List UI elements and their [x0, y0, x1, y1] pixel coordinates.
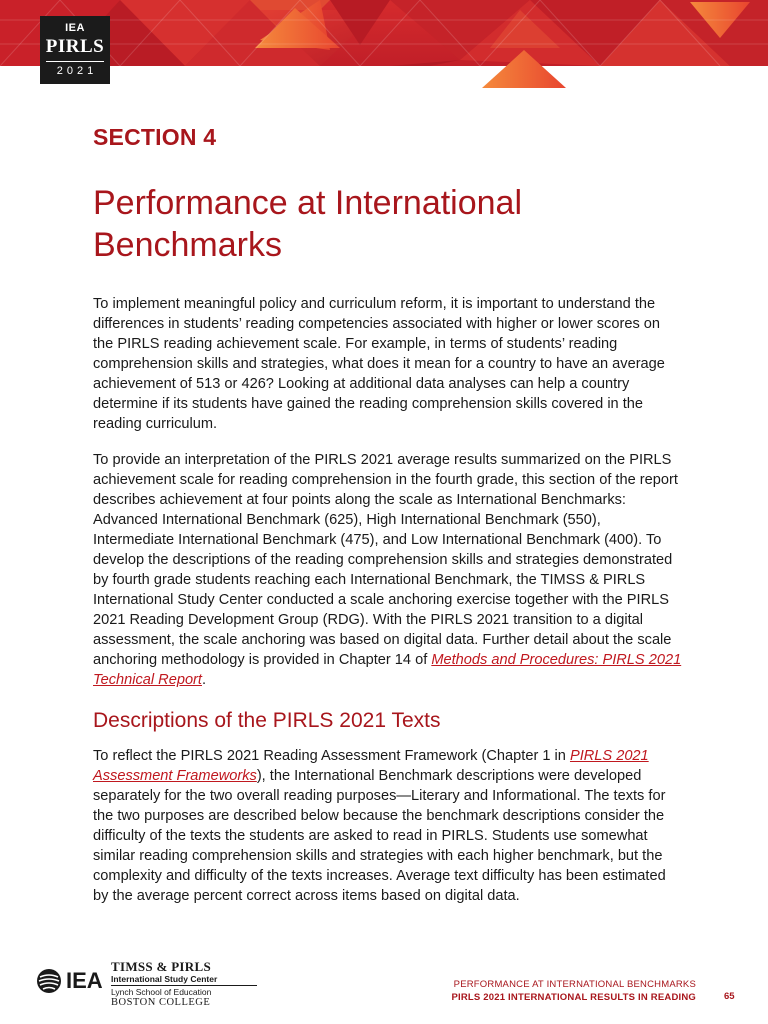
benchmark-paragraph [93, 450, 683, 690]
logo-year: 2021 [56, 65, 98, 77]
banner-triangle-pattern [0, 0, 768, 88]
logo-org: IEA [65, 22, 85, 34]
logo-divider [46, 61, 104, 62]
texts-paragraph [93, 746, 683, 906]
globe-icon [36, 968, 62, 994]
page-number: 65 [724, 991, 735, 1002]
lockup-line-4: BOSTON COLLEGE [111, 997, 211, 1008]
paragraph-text: To provide an interpretation of the PIRLS 2021 average results summarized on the PIRLS achievement scale for reading comprehension in the fourth grade, this section of the report describes achievement at four points along the scale as International Benchmarks: Advanced International Benchmark (625), High International Benchmark (550), Intermediate International Benchmark (475), and Low International Benchmark (400). To develop the descriptions of the reading comprehension skills and strategies demonstrated by fourth grade students reaching each International Benchmark, the TIMSS & PIRLS International Study Center conducted a scale anchoring exercise together with the PIRLS 2021 Reading Development Group (RDG). With the PIRLS 2021 transition to a digital assessment, the scale anchoring was based on digital data. Further detail about the scale anchoring methodology is provided in Chapter 14 of [93, 452, 678, 668]
pirls-logo [40, 16, 110, 84]
page-title: Performance at International Benchmarks [93, 184, 523, 264]
running-head [451, 978, 696, 1004]
subheading: Descriptions of the PIRLS 2021 Texts [93, 709, 441, 732]
lockup-line-2: International Study Center [111, 974, 218, 984]
paragraph-text: To reflect the PIRLS 2021 Reading Assessment Framework (Chapter 1 in [93, 748, 570, 764]
lockup-line-1: TIMSS & PIRLS [111, 959, 211, 974]
section-label: SECTION 4 [93, 124, 217, 150]
logo-study: PIRLS [45, 36, 105, 57]
study-center-lockup [111, 960, 257, 1009]
assessment-frameworks-link[interactable]: PIRLS 2021 Assessment Frameworks [93, 748, 649, 784]
paragraph-rest: ), the International Benchmark descriptions were developed separately for the two overall reading purposes—Literary and Informational. The texts for the two purposes are described below because the benchmark descriptions consider the difficulty of the texts the students are asked to read in PIRLS. Students use somewhat similar reading comprehension skills and strategies with each higher benchmark, but the complexity and difficulty of the texts increases. Average text difficulty has been estimated by the average percent correct across items based on digital data. [93, 768, 666, 904]
lockup-divider [111, 985, 257, 986]
footer-logo [36, 960, 236, 1010]
paragraph-end: . [201, 672, 207, 688]
lockup-line-3: Lynch School of Education [111, 987, 212, 997]
intro-paragraph: To implement meaningful policy and curriculum reform, it is important to understand the differences in students’ reading competencies associated with higher or lower scores on the PIRLS reading achievement scale. For example, in terms of students’ reading comprehension skills and strategies, what does it mean for a country to have an average achievement of 513 or 426? Looking at additional data analyses can help a country determine if its students have gained the reading comprehension skills covered in the reading curriculum. [93, 296, 665, 432]
footer-org: IEA [66, 968, 103, 993]
header-banner [0, 0, 768, 88]
technical-report-link[interactable]: Methods and Procedures: PIRLS 2021 Technical Report [93, 652, 682, 688]
running-head-report: PIRLS 2021 INTERNATIONAL RESULTS IN READING [451, 992, 696, 1003]
running-head-chapter: PERFORMANCE AT INTERNATIONAL BENCHMARKS [453, 979, 696, 990]
